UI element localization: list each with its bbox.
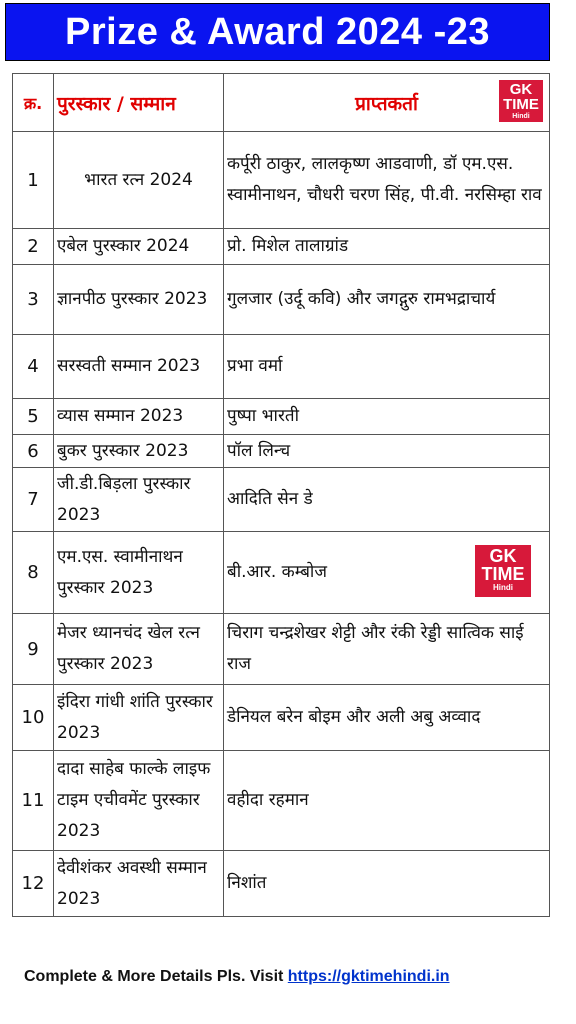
row-number: 5 xyxy=(13,399,54,435)
award-name: मेजर ध्यानचंद खेल रत्न पुरस्कार 2023 xyxy=(54,614,224,685)
award-name: देवीशंकर अवस्थी सम्मान 2023 xyxy=(54,851,224,917)
table-row xyxy=(13,399,550,435)
row-number: 1 xyxy=(13,132,54,229)
table-row xyxy=(13,851,550,917)
row-number: 2 xyxy=(13,229,54,265)
footer-text: Complete & More Details Pls. Visit xyxy=(24,968,288,985)
row-number: 11 xyxy=(13,751,54,851)
recipient-name: प्रो. मिशेल तालाग्रांड xyxy=(224,229,550,265)
award-name: भारत रत्न 2024 xyxy=(54,132,224,229)
table-row xyxy=(13,532,550,614)
header-recipient xyxy=(224,74,550,132)
recipient-name: कर्पूरी ठाकुर, लालकृष्ण आडवाणी, डॉ एम.एस. स्वामीनाथन, चौधरी चरण सिंह, पी.वी. नरसिम्हा राव xyxy=(224,132,550,229)
table-row xyxy=(13,751,550,851)
gk-time-logo: GK TIME Hindi xyxy=(499,80,543,122)
recipient-name: डेनियल बरेन बोइम और अली अबु अव्वाद xyxy=(224,685,550,751)
row-number: 4 xyxy=(13,335,54,399)
recipient-name: गुलजार (उर्दू कवि) और जगद्गुरु रामभद्राचार्य xyxy=(224,265,550,335)
title-banner xyxy=(5,3,550,61)
row-number: 9 xyxy=(13,614,54,685)
award-name: जी.डी.बिड़ला पुरस्कार 2023 xyxy=(54,468,224,532)
row-number: 12 xyxy=(13,851,54,917)
table-row xyxy=(13,229,550,265)
award-name: बुकर पुरस्कार 2023 xyxy=(54,435,224,468)
recipient-name: निशांत xyxy=(224,851,550,917)
award-name: व्यास सम्मान 2023 xyxy=(54,399,224,435)
recipient-name: चिराग चन्द्रशेखर शेट्टी और रंकी रेड्डी सात्विक साई राज xyxy=(224,614,550,685)
recipient-name: आदिति सेन डे xyxy=(224,468,550,532)
award-name: ज्ञानपीठ पुरस्कार 2023 xyxy=(54,265,224,335)
award-name: एम.एस. स्वामीनाथन पुरस्कार 2023 xyxy=(54,532,224,614)
table-row xyxy=(13,435,550,468)
awards-table xyxy=(12,73,550,917)
footer xyxy=(24,968,554,986)
recipient-name: पॉल लिन्च xyxy=(224,435,550,468)
table-row xyxy=(13,468,550,532)
row-number: 8 xyxy=(13,532,54,614)
header-number: क्र. xyxy=(13,74,54,132)
table-row xyxy=(13,614,550,685)
row-number: 7 xyxy=(13,468,54,532)
row-number: 10 xyxy=(13,685,54,751)
header-recipient-label: प्राप्तकर्ता xyxy=(355,92,418,115)
recipient-name: बी.आर. कम्बोज xyxy=(227,562,327,582)
recipient-name: पुष्पा भारती xyxy=(224,399,550,435)
row-number: 6 xyxy=(13,435,54,468)
table-row xyxy=(13,685,550,751)
gk-time-logo: GK TIME Hindi xyxy=(475,545,531,597)
award-name: सरस्वती सम्मान 2023 xyxy=(54,335,224,399)
table-row xyxy=(13,132,550,229)
table-header-row xyxy=(13,74,550,132)
table-row xyxy=(13,335,550,399)
recipient-cell xyxy=(224,532,550,614)
header-award: पुरस्कार / सम्मान xyxy=(54,74,224,132)
recipient-name: प्रभा वर्मा xyxy=(224,335,550,399)
award-name: दादा साहेब फाल्के लाइफ टाइम एचीवमेंट पुरस्कार 2023 xyxy=(54,751,224,851)
page-title: Prize & Award 2024 -23 xyxy=(65,10,490,53)
award-name: एबेल पुरस्कार 2024 xyxy=(54,229,224,265)
recipient-name: वहीदा रहमान xyxy=(224,751,550,851)
row-number: 3 xyxy=(13,265,54,335)
website-link[interactable]: https://gktimehindi.in xyxy=(287,968,450,985)
table-row xyxy=(13,265,550,335)
award-name: इंदिरा गांधी शांति पुरस्कार 2023 xyxy=(54,685,224,751)
